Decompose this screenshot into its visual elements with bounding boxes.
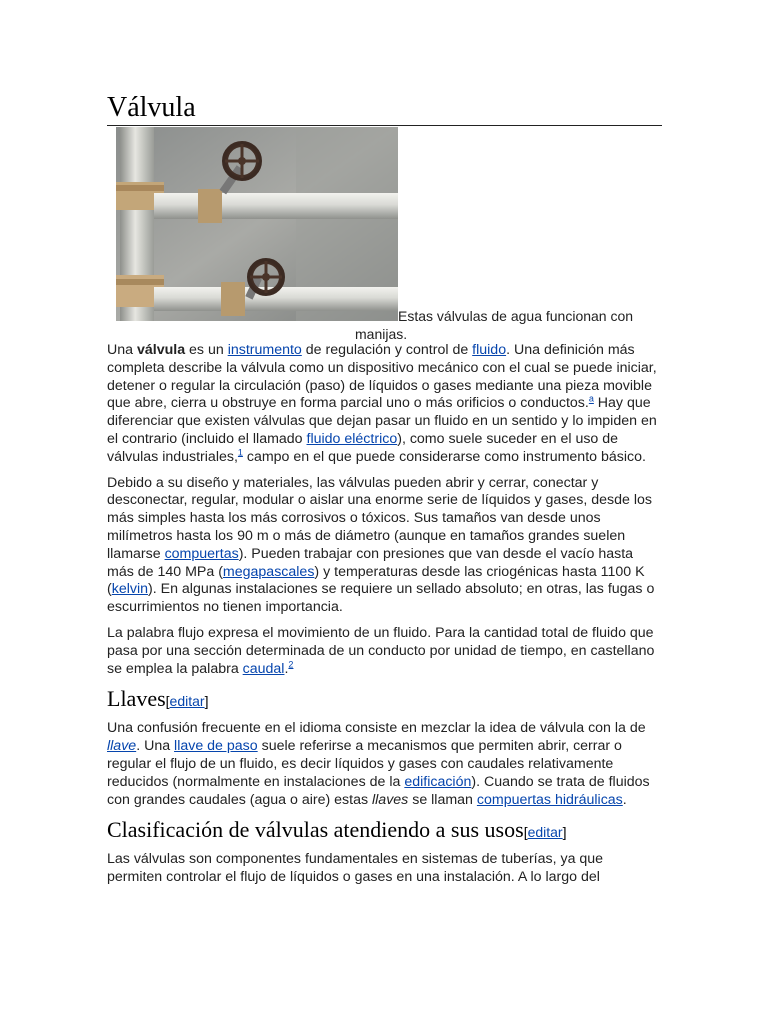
link-kelvin[interactable]: kelvin	[111, 581, 149, 598]
link-llave[interactable]: llave	[107, 738, 137, 755]
link-compuertas-hidraulicas[interactable]: compuertas hidráulicas	[476, 791, 623, 808]
footnote-1[interactable]: 1	[237, 447, 243, 458]
section-heading-clasificacion: Clasificación de válvulas atendiendo a sus usos[editar]	[107, 817, 567, 843]
link-llave-de-paso[interactable]: llave de paso	[174, 738, 258, 755]
edit-section-clasificacion: [editar]	[523, 824, 567, 841]
figure-caption-continued: manijas.	[355, 326, 408, 342]
figure	[116, 127, 646, 342]
link-edificacion[interactable]: edificación	[404, 773, 472, 790]
paragraph-flujo: La palabra flujo expresa el movimiento de un fluido. Para la cantidad total de fluido que pasa por una sección determinada de un conducto por unidad de tiempo, en castellano se emplea la palabra caudal.$^2$	[107, 624, 655, 677]
section-heading-llaves: Llaves[editar]	[107, 686, 209, 712]
edit-link-llaves[interactable]: editar	[169, 693, 205, 710]
link-megapascales[interactable]: megapascales	[222, 563, 315, 580]
article	[107, 0, 662, 895]
edit-link-clasificacion[interactable]: editar	[527, 824, 563, 841]
page-title: Válvula	[107, 92, 662, 126]
figure-caption: Estas válvulas de agua funcionan con	[398, 308, 634, 324]
bold-term: válvula	[136, 342, 186, 358]
link-caudal[interactable]: caudal	[242, 660, 285, 677]
link-fluido-electrico[interactable]: fluido eléctrico	[306, 430, 398, 447]
paragraph-clasificacion: Las válvulas son componentes fundamentales en sistemas de tuberías, ya que permiten controlar el flujo de líquidos o gases en una instalación. A lo largo del	[107, 851, 604, 886]
paragraph-llaves: Una confusión frecuente en el idioma consiste en mezclar la idea de válvula con la de llave. Una llave de paso suele referirse a mecanismos que permiten abrir, cerrar o regular el flujo de un fluido, es decir líquidos y gases con caudales relativamente reducidos (normalmente en instalaciones de la edificación). Cuando se trata de fluidos con grandes caudales (agua o aire) estas llaves se llaman compuertas hidráulicas.	[107, 720, 650, 808]
paragraph-intro: Una válvula es un instrumento de regulación y control de fluido. Una definición más completa describe la válvula como un dispositivo mecánico con el cual se puede iniciar, detener o regular la circulación (paso) de líquidos o gases mediante una pieza movible que abre, cierra u obstruye en forma parcial uno o más orificios o conductos.$^a$ Hay que diferenciar que existen válvulas que dejan pasar un fluido en un sentido y lo impiden en el contrario (incluido el llamado fluido eléctrico), como suele suceder en el uso de válvulas industriales,$^1$ campo en el que puede considerarse como instrumento básico.	[107, 342, 657, 465]
footnote-a[interactable]: a	[588, 393, 594, 404]
valve-photo	[116, 127, 398, 321]
edit-section-llaves: [editar]	[165, 693, 209, 710]
italic-llaves: llaves	[372, 791, 409, 808]
link-instrumento[interactable]: instrumento	[227, 342, 302, 358]
paragraph-design: Debido a su diseño y materiales, las válvulas pueden abrir y cerrar, conectar y desconectar, regular, modular o aislar una enorme serie de líquidos y gases, desde los más simples hasta los más corrosivos o tóxicos. Sus tamaños van desde unos milímetros hasta los 90 m o más de diámetro (aunque en tamaños grandes suelen llamarse compuertas). Pueden trabajar con presiones que van desde el vacío hasta más de 140 MPa (megapascales) y temperaturas desde las criogénicas hasta 1100 K (kelvin). En algunas instalaciones se requiere un sellado absoluto; en otras, las fugas o escurrimientos no tienen importancia.	[107, 474, 655, 616]
footnote-2[interactable]: 2	[288, 658, 294, 669]
link-fluido[interactable]: fluido	[472, 342, 507, 358]
link-compuertas[interactable]: compuertas	[164, 545, 239, 562]
